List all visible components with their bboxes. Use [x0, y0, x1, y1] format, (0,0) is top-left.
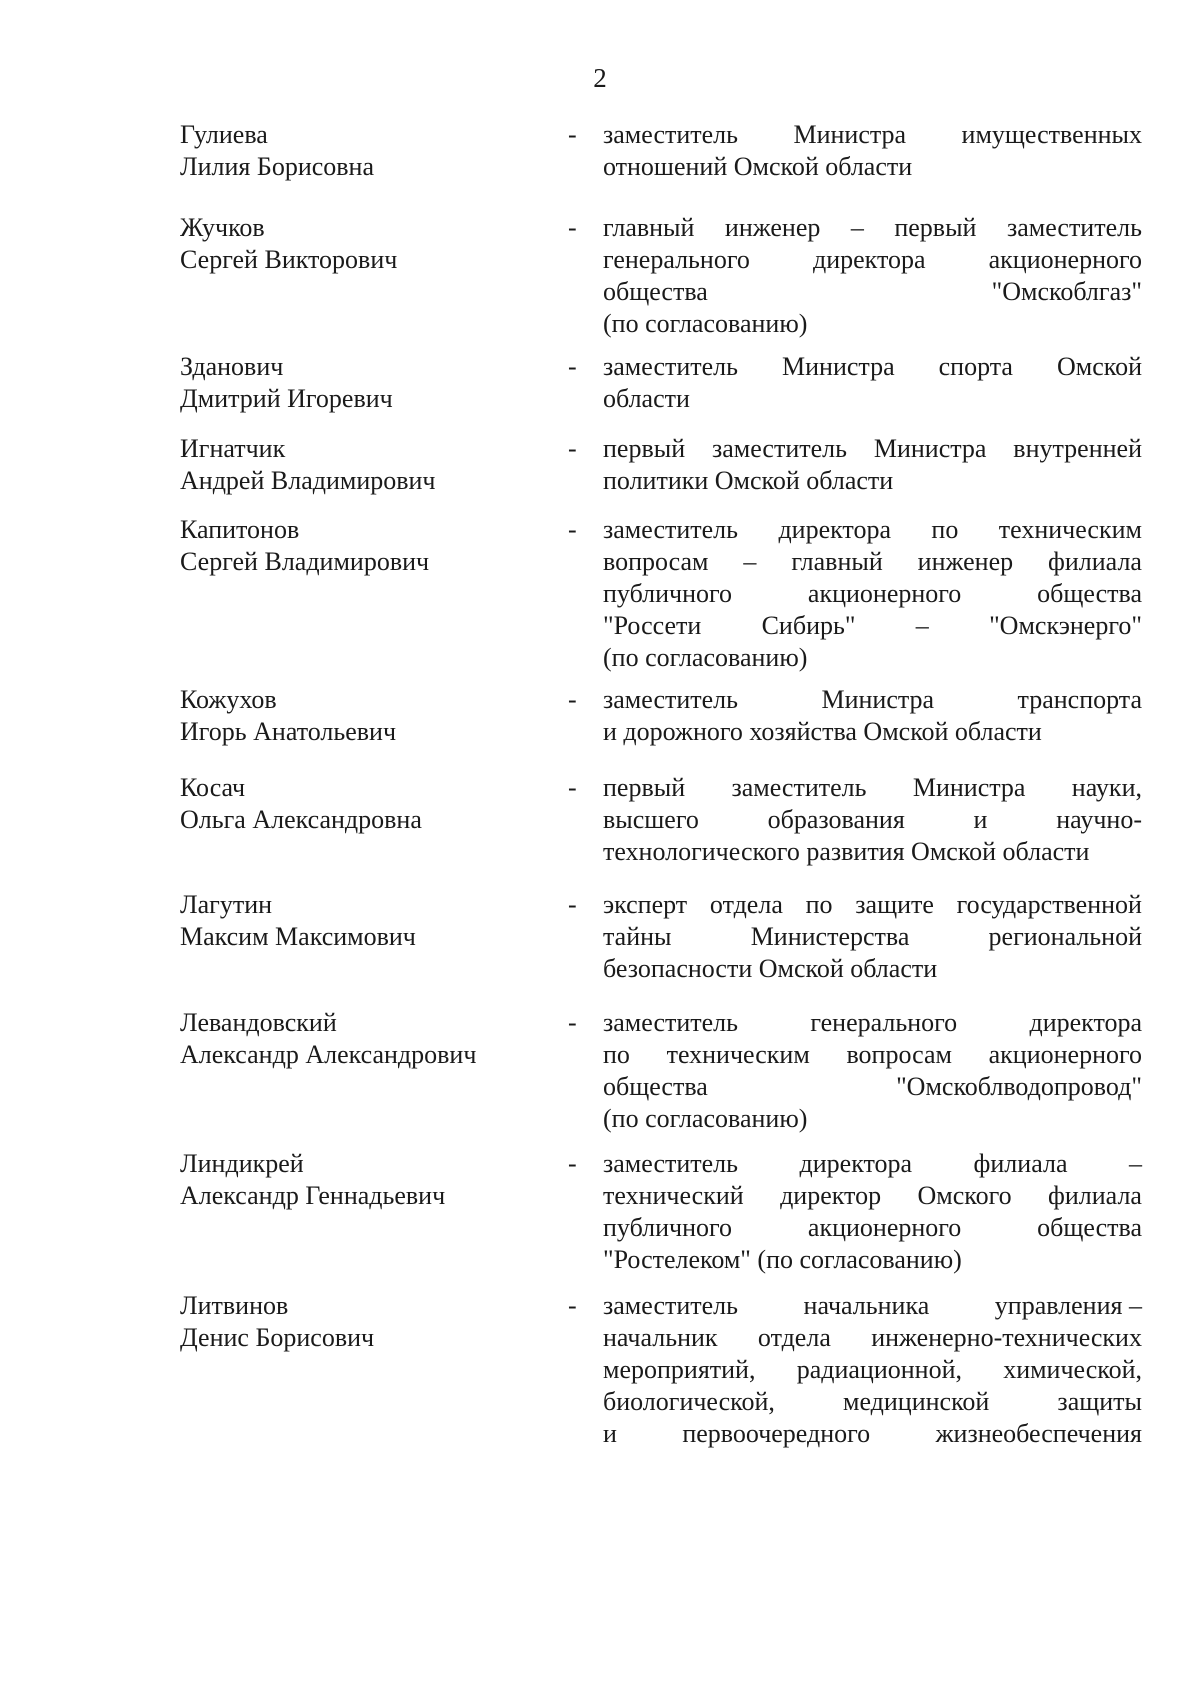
entry-dash: - — [568, 1149, 577, 1178]
position-line — [603, 578, 1142, 610]
member-position — [603, 119, 1142, 183]
member-given-names: Игорь Анатольевич — [180, 717, 397, 746]
position-word: отдела — [757, 1323, 831, 1352]
position-line — [603, 610, 1142, 642]
member-given-names: Сергей Викторович — [180, 245, 398, 274]
position-word: мероприятий, — [603, 1355, 756, 1384]
position-line — [603, 1418, 1142, 1450]
entry-dash: - — [568, 773, 577, 802]
position-word: первый — [894, 213, 977, 242]
member-name — [180, 684, 560, 748]
member-name — [180, 1148, 560, 1212]
member-position — [603, 433, 1142, 497]
position-word: (по согласованию) — [603, 643, 808, 672]
member-surname: Линдикрей — [180, 1149, 304, 1178]
member-name — [180, 212, 560, 276]
position-line — [603, 151, 1142, 183]
position-word: государственной — [956, 890, 1142, 919]
position-word: тайны — [603, 922, 672, 951]
member-position — [603, 212, 1142, 340]
member-name — [180, 351, 560, 415]
member-position — [603, 1007, 1142, 1135]
position-line — [603, 772, 1142, 804]
position-word: акционерного — [988, 245, 1142, 274]
position-word: заместитель — [711, 434, 847, 463]
position-line — [603, 836, 1142, 868]
position-word: Министра — [873, 434, 987, 463]
position-word: региональной — [988, 922, 1142, 951]
position-word: технологического развития Омской области — [603, 837, 1090, 866]
position-word: заместитель — [603, 120, 739, 149]
position-word: генерального — [603, 245, 750, 274]
position-word: начальника — [803, 1291, 930, 1320]
member-surname: Левандовский — [180, 1008, 337, 1037]
position-word: директор — [780, 1181, 882, 1210]
entry-dash: - — [568, 1291, 577, 1320]
position-word: (по согласованию) — [603, 1104, 808, 1133]
position-word: – — [743, 547, 757, 576]
position-word: технический — [603, 1181, 744, 1210]
member-position — [603, 351, 1142, 415]
position-line — [603, 1007, 1142, 1039]
position-word: и дорожного хозяйства Омской области — [603, 717, 1042, 746]
position-word: и — [603, 1419, 617, 1448]
position-line — [603, 1071, 1142, 1103]
position-word: "Омскоблгаз" — [991, 277, 1142, 306]
position-word: заместитель — [603, 1149, 739, 1178]
position-word: области — [603, 384, 690, 413]
position-word: директора — [778, 515, 891, 544]
position-word: биологической, — [603, 1387, 775, 1416]
position-word: эксперт — [603, 890, 688, 919]
position-word: транспорта — [1017, 685, 1142, 714]
member-name — [180, 1007, 560, 1071]
member-surname: Жучков — [180, 213, 265, 242]
position-line — [603, 119, 1142, 151]
position-word: отношений Омской области — [603, 152, 913, 181]
position-word: генерального — [810, 1008, 958, 1037]
position-word: первоочередного — [682, 1419, 871, 1448]
position-line — [603, 1039, 1142, 1071]
position-word: филиала — [1048, 547, 1142, 576]
position-line — [603, 889, 1142, 921]
position-word: Министра — [912, 773, 1026, 802]
member-given-names: Андрей Владимирович — [180, 466, 436, 495]
position-word: спорта — [938, 352, 1013, 381]
position-word: "Омскоблводопровод" — [896, 1072, 1142, 1101]
position-line — [603, 716, 1142, 748]
member-surname: Капитонов — [180, 515, 300, 544]
position-word: заместитель — [603, 1008, 739, 1037]
position-word: управления – — [994, 1291, 1142, 1320]
position-word: заместитель — [603, 1291, 739, 1320]
position-word: акционерного — [807, 579, 962, 608]
position-word: Министерства — [750, 922, 910, 951]
position-word: "Омскэнерго" — [989, 611, 1142, 640]
position-word: Министра — [782, 352, 895, 381]
position-line — [603, 1180, 1142, 1212]
position-word: по — [805, 890, 833, 919]
position-line — [603, 433, 1142, 465]
position-word: техническим — [998, 515, 1142, 544]
member-position — [603, 772, 1142, 868]
position-word: публичного — [603, 1213, 733, 1242]
position-word: политики Омской области — [603, 466, 894, 495]
page-number: 2 — [593, 63, 607, 93]
position-word: публичного — [603, 579, 733, 608]
position-word: радиационной, — [796, 1355, 962, 1384]
member-name — [180, 433, 560, 497]
position-line — [603, 1212, 1142, 1244]
member-given-names: Дмитрий Игоревич — [180, 384, 393, 413]
member-surname: Литвинов — [180, 1291, 289, 1320]
position-word: (по согласованию) — [603, 309, 808, 338]
member-name — [180, 514, 560, 578]
position-word: – — [1128, 1149, 1142, 1178]
position-word: имущественных — [961, 120, 1142, 149]
position-line — [603, 1148, 1142, 1180]
position-line — [603, 921, 1142, 953]
position-word: внутренней — [1013, 434, 1142, 463]
entry-dash: - — [568, 890, 577, 919]
member-surname: Лагутин — [180, 890, 273, 919]
position-word: отдела — [709, 890, 783, 919]
member-given-names: Лилия Борисовна — [180, 152, 375, 181]
position-line — [603, 308, 1142, 340]
position-word: общества — [603, 277, 708, 306]
position-word: общества — [1037, 1213, 1142, 1242]
member-position — [603, 684, 1142, 748]
member-given-names: Александр Геннадьевич — [180, 1181, 446, 1210]
position-word: заместитель — [603, 685, 739, 714]
position-line — [603, 684, 1142, 716]
position-word: защиты — [1057, 1387, 1142, 1416]
entry-dash: - — [568, 685, 577, 714]
position-word: инженер — [917, 547, 1014, 576]
position-line — [603, 276, 1142, 308]
position-word: общества — [603, 1072, 708, 1101]
member-surname: Гулиева — [180, 120, 268, 149]
position-line — [603, 1290, 1142, 1322]
position-word: начальник — [603, 1323, 718, 1352]
position-word: химической, — [1003, 1355, 1142, 1384]
position-line — [603, 804, 1142, 836]
position-word: научно- — [1056, 805, 1142, 834]
position-line — [603, 351, 1142, 383]
position-word: и — [973, 805, 988, 834]
position-line — [603, 642, 1142, 674]
position-line — [603, 514, 1142, 546]
member-name — [180, 119, 560, 183]
entry-dash: - — [568, 515, 577, 544]
position-word: директора — [1029, 1008, 1142, 1037]
entry-dash: - — [568, 120, 577, 149]
position-word: вопросам — [603, 547, 709, 576]
member-position — [603, 1148, 1142, 1276]
position-word: заместитель — [603, 352, 739, 381]
position-word: заместитель — [1006, 213, 1142, 242]
position-word: первый — [603, 773, 686, 802]
position-line — [603, 1244, 1142, 1276]
member-position — [603, 889, 1142, 985]
position-word: заместитель — [731, 773, 867, 802]
position-word: Министра — [821, 685, 935, 714]
position-word: инженер — [724, 213, 821, 242]
position-line — [603, 1322, 1142, 1354]
position-word: Сибирь" — [761, 611, 856, 640]
position-line — [603, 546, 1142, 578]
member-given-names: Сергей Владимирович — [180, 547, 430, 576]
member-given-names: Максим Максимович — [180, 922, 416, 951]
entry-dash: - — [568, 434, 577, 463]
position-word: инженерно-технических — [871, 1323, 1142, 1352]
position-word: филиала — [1048, 1181, 1142, 1210]
position-word: техническим — [666, 1040, 810, 1069]
position-word: вопросам — [846, 1040, 952, 1069]
member-surname: Игнатчик — [180, 434, 286, 463]
position-word: защите — [855, 890, 934, 919]
position-word: главный — [791, 547, 883, 576]
position-word: акционерного — [807, 1213, 962, 1242]
member-position — [603, 514, 1142, 674]
member-surname: Зданович — [180, 352, 284, 381]
position-word: "Ростелеком" (по согласованию) — [603, 1245, 962, 1274]
member-name — [180, 889, 560, 953]
position-word: – — [850, 213, 864, 242]
position-word: – — [915, 611, 929, 640]
member-name — [180, 772, 560, 836]
position-word: директора — [799, 1149, 913, 1178]
position-line — [603, 1103, 1142, 1135]
position-word: высшего — [603, 805, 699, 834]
position-word: главный — [603, 213, 695, 242]
position-line — [603, 953, 1142, 985]
position-word: науки, — [1071, 773, 1142, 802]
position-word: Омского — [917, 1181, 1012, 1210]
entry-dash: - — [568, 1008, 577, 1037]
position-line — [603, 1354, 1142, 1386]
position-word: первый — [603, 434, 686, 463]
member-given-names: Александр Александрович — [180, 1040, 477, 1069]
position-line — [603, 465, 1142, 497]
member-surname: Косач — [180, 773, 246, 802]
position-word: акционерного — [988, 1040, 1142, 1069]
position-word: по — [603, 1040, 630, 1069]
position-word: Омской — [1056, 352, 1142, 381]
entry-dash: - — [568, 352, 577, 381]
position-line — [603, 383, 1142, 415]
position-line — [603, 212, 1142, 244]
position-word: по — [931, 515, 959, 544]
position-word: образования — [767, 805, 905, 834]
position-line — [603, 1386, 1142, 1418]
position-word: заместитель — [603, 515, 739, 544]
position-word: филиала — [973, 1149, 1068, 1178]
position-word: безопасности Омской области — [603, 954, 938, 983]
position-word: директора — [812, 245, 926, 274]
position-word: жизнеобеспечения — [935, 1419, 1142, 1448]
member-name — [180, 1290, 560, 1354]
member-given-names: Денис Борисович — [180, 1323, 375, 1352]
entry-dash: - — [568, 213, 577, 242]
position-word: Министра — [793, 120, 907, 149]
position-word: общества — [1037, 579, 1142, 608]
member-position — [603, 1290, 1142, 1450]
position-word: "Россети — [603, 611, 702, 640]
member-surname: Кожухов — [180, 685, 277, 714]
member-given-names: Ольга Александровна — [180, 805, 422, 834]
position-line — [603, 244, 1142, 276]
position-word: медицинской — [843, 1387, 990, 1416]
